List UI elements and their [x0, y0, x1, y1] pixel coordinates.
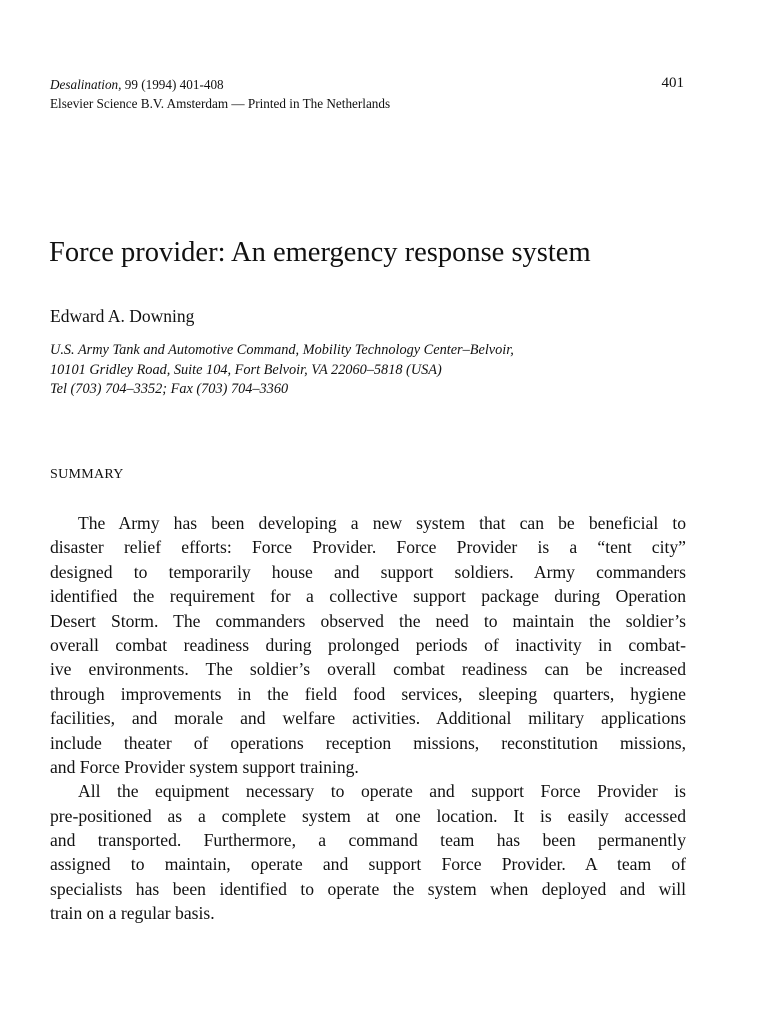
body-line: specialists has been identified to operate the system when deployed and will	[50, 878, 686, 899]
page-number: 401	[661, 75, 684, 91]
body-line: ive environments. The soldier’s overall combat readiness can be increased	[50, 659, 686, 680]
journal-citation	[50, 75, 390, 94]
summary-body	[50, 511, 686, 926]
body-line: disaster relief efforts: Force Provider. Force Provider is a “tent city”	[50, 537, 686, 558]
journal-name: Desalination,	[50, 77, 122, 92]
publisher-line: Elsevier Science B.V. Amsterdam — Printed in The Netherlands	[50, 96, 391, 111]
body-line: and transported. Furthermore, a command team has been permanently	[50, 830, 686, 851]
body-line: facilities, and morale and welfare activities. Additional military applications	[50, 708, 686, 729]
volume-pages: 99 (1994) 401-408	[121, 77, 224, 92]
paper-title: Force provider: An emergency response system	[49, 237, 591, 268]
body-line: train on a regular basis.	[50, 903, 215, 924]
body-line: All the equipment necessary to operate and support Force Provider is	[78, 781, 686, 802]
body-line: designed to temporarily house and support soldiers. Army commanders	[50, 561, 686, 582]
body-line: pre-positioned as a complete system at one location. It is easily accessed	[50, 805, 686, 826]
body-line: Desert Storm. The commanders observed the need to maintain the soldier’s	[50, 610, 686, 631]
section-heading: SUMMARY	[50, 467, 124, 482]
affiliation-line: U.S. Army Tank and Automotive Command, Mobility Technology Center–Belvoir,	[50, 342, 514, 358]
journal-header	[50, 75, 390, 113]
body-line: through improvements in the field food services, sleeping quarters, hygiene	[50, 683, 686, 704]
affiliation-line: 10101 Gridley Road, Suite 104, Fort Belvoir, VA 22060–5818 (USA)	[50, 361, 442, 378]
contact-line: Tel (703) 704–3352; Fax (703) 704–3360	[50, 381, 289, 397]
body-line: and Force Provider system support training.	[50, 756, 359, 777]
body-line: overall combat readiness during prolonged periods of inactivity in combat-	[50, 634, 686, 655]
body-line: include theater of operations reception missions, reconstitution missions,	[50, 732, 686, 753]
author-name: Edward A. Downing	[50, 306, 195, 326]
body-line: assigned to maintain, operate and support Force Provider. A team of	[50, 854, 686, 875]
body-line: The Army has been developing a new system that can be beneficial to	[78, 513, 686, 533]
author-affiliation	[50, 341, 514, 400]
body-line: identified the requirement for a collective support package during Operation	[50, 586, 686, 607]
